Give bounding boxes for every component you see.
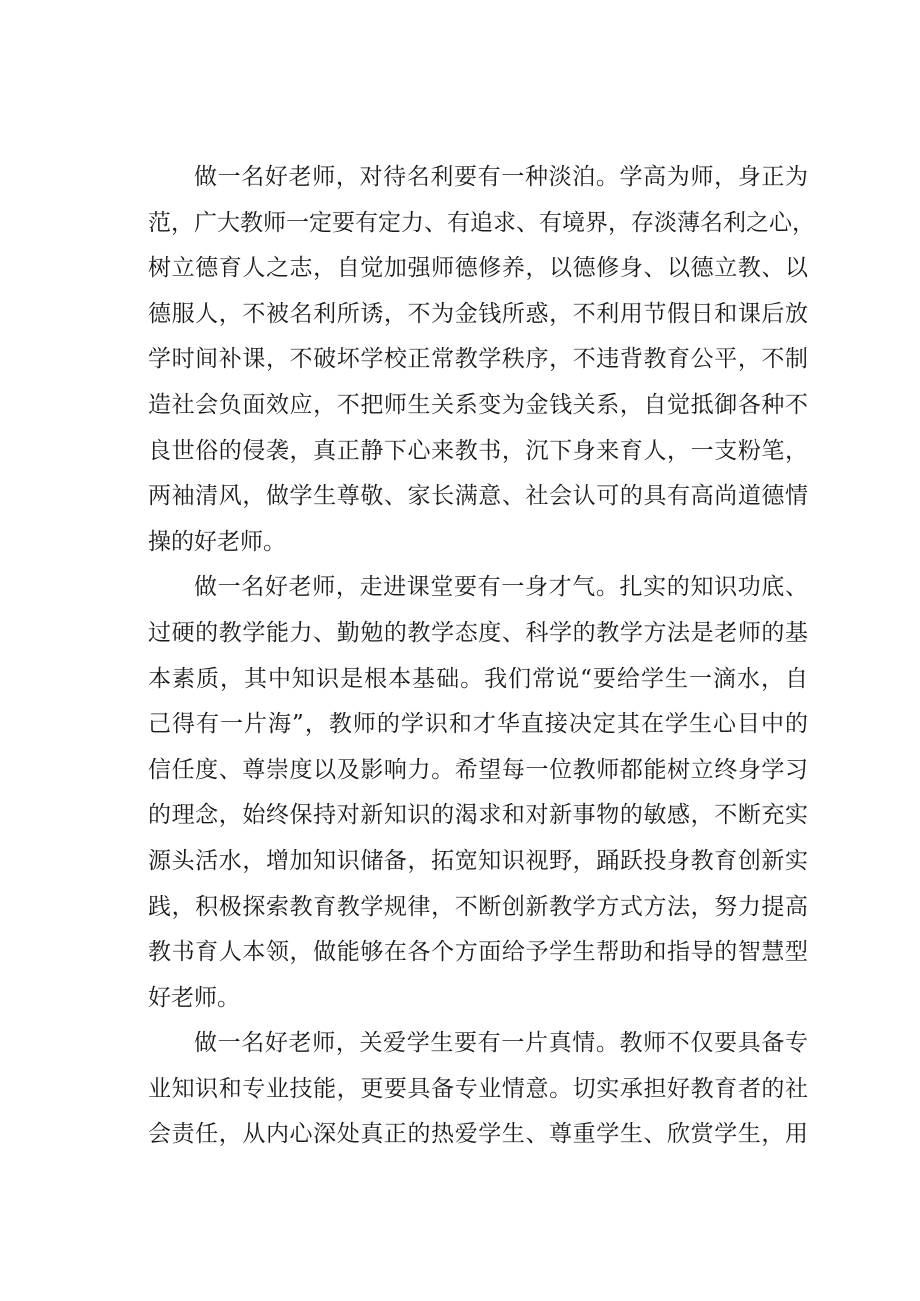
text-line: 教书育人本领，做能够在各个方面给予学生帮助和指导的智慧型 [148, 939, 808, 966]
text-line: 己得有一片海”，教师的学识和才华直接决定其在学生心目中的 [148, 711, 808, 738]
paragraph-1 [148, 155, 815, 565]
text-line: 好老师。 [148, 984, 240, 1011]
text-line: 做一名好老师，关爱学生要有一片真情。教师不仅要具备专 [194, 1030, 808, 1057]
text-line: 造社会负面效应，不把师生关系变为金钱关系，自觉抵御各种不 [148, 391, 808, 418]
text-line: 德服人，不被名利所诱，不为金钱所惑，不利用节假日和课后放 [148, 300, 808, 327]
text-line: 践，积极探索教育教学规律，不断创新教学方式方法，努力提高 [148, 893, 808, 920]
text-line: 做一名好老师，走进课堂要有一身才气。扎实的知识功底、 [194, 574, 808, 601]
text-line: 本素质，其中知识是根本基础。我们常说“要给学生一滴水，自 [148, 665, 808, 692]
text-line: 操的好老师。 [148, 528, 286, 555]
text-line: 会责任，从内心深处真正的热爱学生、尊重学生、欣赏学生，用 [148, 1121, 808, 1148]
text-line: 树立德育人之志，自觉加强师德修养，以德修身、以德立教、以 [148, 255, 808, 282]
text-line: 源头活水，增加知识储备，拓宽知识视野，踊跃投身教育创新实 [148, 847, 808, 874]
paragraph-2 [148, 565, 808, 1021]
text-line: 范，广大教师一定要有定力、有追求、有境界，存淡薄名利之心， [148, 209, 815, 236]
text-line: 良世俗的侵袭，真正静下心来教书，沉下身来育人，一支粉笔， [148, 437, 808, 464]
text-line: 的理念，始终保持对新知识的渴求和对新事物的敏感，不断充实 [148, 802, 808, 829]
text-line: 两袖清风，做学生尊敬、家长满意、社会认可的具有高尚道德情 [148, 483, 808, 510]
text-line: 做一名好老师，对待名利要有一种淡泊。学高为师，身正为 [194, 164, 808, 190]
paragraph-3 [148, 1021, 808, 1158]
text-line: 过硬的教学能力、勤勉的教学态度、科学的教学方法是老师的基 [148, 619, 808, 646]
document-body [148, 155, 815, 1158]
text-line: 业知识和专业技能，更要具备专业情意。切实承担好教育者的社 [148, 1075, 808, 1102]
text-line: 学时间补课，不破坏学校正常教学秩序，不违背教育公平，不制 [148, 346, 808, 373]
text-line: 信任度、尊崇度以及影响力。希望每一位教师都能树立终身学习 [148, 756, 808, 783]
